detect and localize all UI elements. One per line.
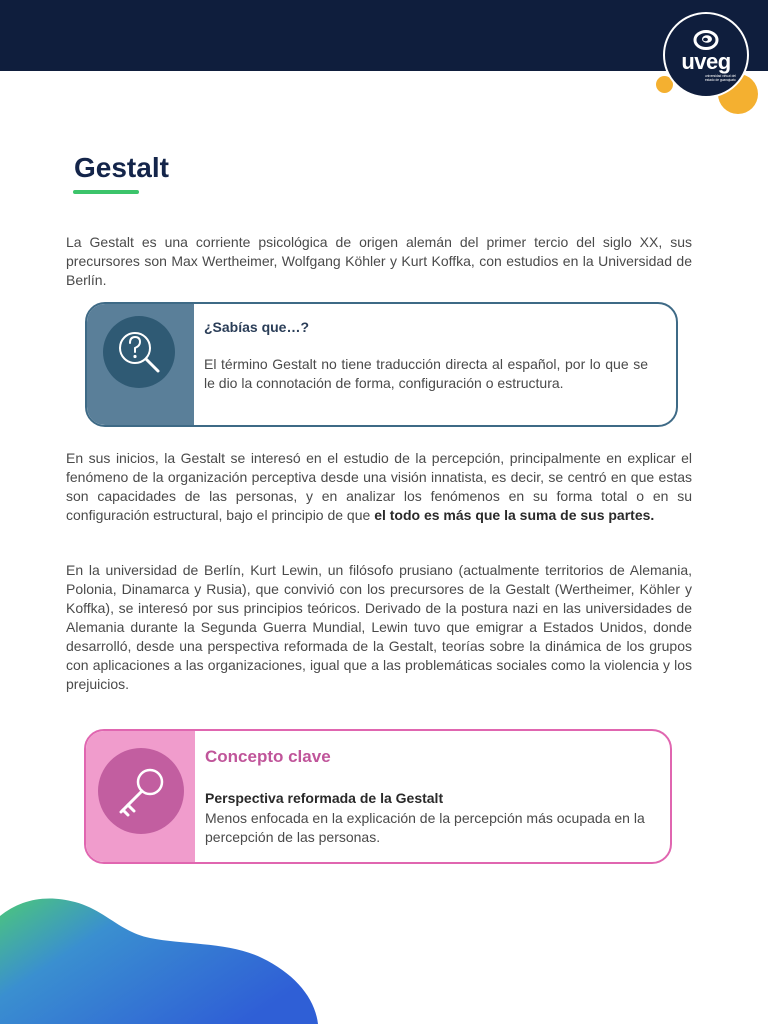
percepcion-emphasis: el todo es más que la suma de sus partes. (374, 507, 655, 523)
concepto-side-panel (86, 731, 195, 862)
sabias-que-box (85, 302, 678, 427)
logo-wordmark: uveg (681, 49, 731, 74)
decorative-wave (0, 880, 330, 1024)
intro-paragraph: La Gestalt es una corriente psicológica de origen alemán del primer tercio del siglo XX, sus precursores son Max Wertheimer, Wolfgang Köhler y Kurt Koffka, con estudios en la Universidad de Berlín. (66, 234, 692, 288)
sabias-icon-circle (103, 316, 175, 388)
logo-swirl-icon (693, 29, 719, 51)
logo-tagline: universidad virtual del estado de guanajuato (705, 74, 736, 82)
sabias-body: El término Gestalt no tiene traducción directa al español, por lo que se le dio la connotación de forma, configuración o estructura. (204, 356, 648, 391)
header-bar (0, 0, 768, 74)
concepto-definition: Menos enfocada en la explicación de la percepción más ocupada en la percepción de las personas. (205, 810, 645, 845)
question-magnifier-icon (103, 316, 175, 388)
page-title: Gestalt (74, 152, 169, 183)
lewin-paragraph: En la universidad de Berlín, Kurt Lewin, un filósofo prusiano (actualmente territorios de Alemania, Polonia, Dinamarca y Rusia), que convivió con los precursores de la Gestalt (Wertheimer, Köhler y Koffka), se interesó por sus principios teóricos. Derivado de la postura nazi en las universidades de Alemania durante la Segunda Guerra Mundial, Lewin tuvo que emigrar a Estados Unidos, donde desarrolló, desde una perspectiva reformada de la Gestalt, teorías sobre la dinámica de los grupos con aplicaciones a las organizaciones, igual que a las problemáticas sociales como la violencia y los prejuicios. (66, 562, 692, 692)
sabias-side-panel (87, 304, 194, 425)
concepto-clave-box (84, 729, 672, 864)
concepto-heading: Concepto clave (205, 747, 331, 766)
sabias-heading: ¿Sabías que…? (204, 319, 310, 335)
percepcion-paragraph (66, 449, 692, 525)
title-underline (73, 190, 139, 194)
uveg-logo[interactable] (663, 12, 749, 98)
key-icon (98, 748, 184, 834)
concepto-icon-circle (98, 748, 184, 834)
concepto-term: Perspectiva reformada de la Gestalt (205, 790, 444, 806)
percepcion-text: En sus inicios, la Gestalt se interesó en el estudio de la percepción, principalmente en explicar el fenómeno de la organización perceptiva desde una visión innatista, es decir, se centró en que estas son capacidades de las personas, y en analizar los fenómenos en su forma total o en su configuración estructural, bajo el principio de que (66, 450, 692, 523)
